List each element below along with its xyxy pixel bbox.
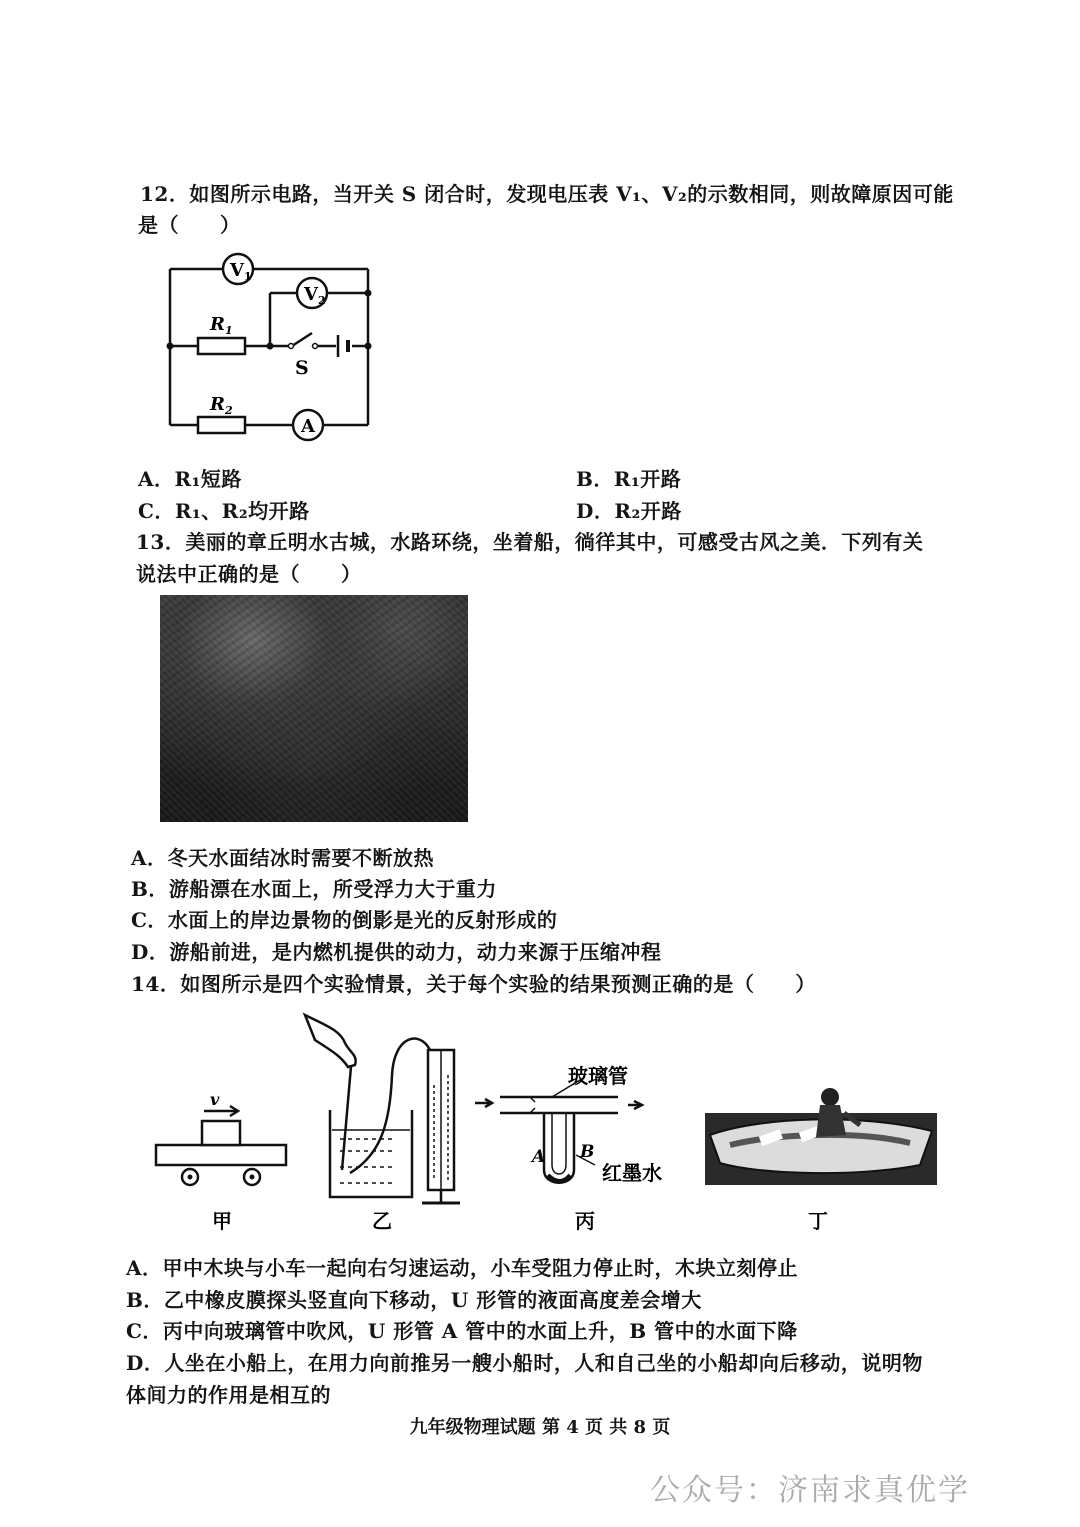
meter-v1-label: $V_1$ <box>230 260 252 283</box>
q13-stem-line2: 说法中正确的是（ ） <box>136 562 362 586</box>
q13-option-c: C．水面上的岸边景物的倒影是光的反射形成的 <box>131 908 558 932</box>
q13-option-b: B．游船漂在水面上，所受浮力大于重力 <box>131 877 497 901</box>
q13-option-a: A．冬天水面结冰时需要不断放热 <box>131 846 435 870</box>
red-ink-label: 红墨水 <box>602 1161 662 1185</box>
page-footer: 九年级物理试题 第 4 页 共 8 页 <box>409 1417 671 1438</box>
glass-tube-label: 玻璃管 <box>568 1064 628 1088</box>
q14-experiment-figures <box>140 1005 960 1235</box>
resistor-r2-label: $R_2$ <box>210 394 233 417</box>
caption-yi: 乙 <box>372 1209 392 1233</box>
q14-option-d-line1: D．人坐在小船上，在用力向前推另一艘小船时，人和自己坐的小船却向后移动，说明物 <box>126 1351 923 1375</box>
caption-bing: 丙 <box>575 1209 595 1233</box>
q12-stem-line1: 12．如图所示电路，当开关 S 闭合时，发现电压表 V₁、V₂的示数相同，则故障原因可能 <box>140 182 954 206</box>
tube-a-label: A <box>532 1147 546 1167</box>
caption-jia: 甲 <box>212 1209 232 1233</box>
q13-option-d: D．游船前进，是内燃机提供的动力，动力来源于压缩冲程 <box>131 940 662 964</box>
ancient-town-boat-photo <box>160 595 468 822</box>
q14-option-b: B．乙中橡皮膜探头竖直向下移动，U 形管的液面高度差会增大 <box>126 1288 702 1312</box>
q12-option-b: B．R₁开路 <box>576 467 682 491</box>
meter-a-label: A <box>301 416 315 437</box>
caption-ding: 丁 <box>808 1209 828 1233</box>
velocity-label: v <box>210 1090 220 1109</box>
figure-jia-cart <box>156 1106 286 1185</box>
q12-stem-line2: 是（ ） <box>138 213 241 237</box>
q14-option-a: A．甲中木块与小车一起向右匀速运动，小车受阻力停止时，木块立刻停止 <box>126 1256 799 1280</box>
tube-b-label: B <box>580 1142 595 1162</box>
q12-option-d: D．R₂开路 <box>576 499 682 523</box>
meter-v2-label: $V_2$ <box>304 284 326 307</box>
q14-option-c: C．丙中向玻璃管中吹风，U 形管 A 管中的水面上升，B 管中的水面下降 <box>126 1319 798 1343</box>
wechat-watermark: 公众号：济南求真优学 <box>650 1473 970 1508</box>
resistor-r1-label: $R_1$ <box>210 314 233 337</box>
q14-option-d-line2: 体间力的作用是相互的 <box>126 1383 331 1407</box>
q12-option-c: C．R₁、R₂均开路 <box>138 499 310 523</box>
q13-stem-line1: 13．美丽的章丘明水古城，水路环绕，坐着船，徜徉其中，可感受古风之美．下列有关 <box>136 530 924 554</box>
figure-ding-boat-photo <box>705 1088 937 1185</box>
q12-circuit-diagram <box>150 245 390 445</box>
switch-s-label: S <box>295 357 309 379</box>
figure-yi-pressure-gauge <box>305 1015 460 1203</box>
q12-option-a: A．R₁短路 <box>138 467 242 491</box>
q14-stem: 14．如图所示是四个实验情景，关于每个实验的结果预测正确的是（ ） <box>131 972 816 996</box>
